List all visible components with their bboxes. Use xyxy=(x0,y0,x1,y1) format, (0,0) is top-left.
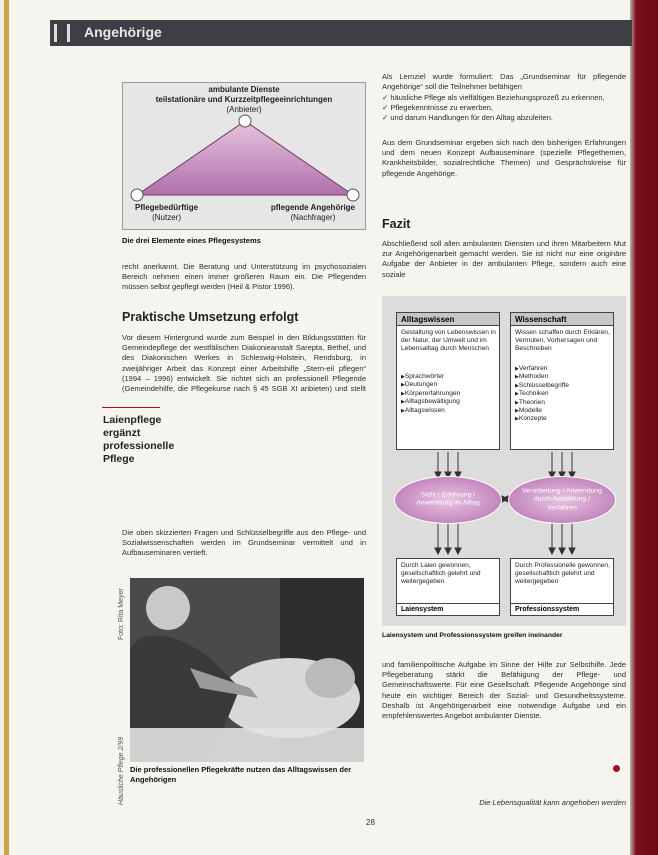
vertex-nutzer xyxy=(131,189,143,201)
box-laiensystem xyxy=(396,558,500,616)
left-para-2b-wrap xyxy=(214,395,366,467)
right-bullet-3: ✓ und darum Handlungen für den Alltag abzuleiten. xyxy=(382,113,553,123)
triangle-shape xyxy=(137,121,353,195)
figure1-caption: Die drei Elemente eines Pflegesystems xyxy=(122,236,261,245)
list-item: ▶ Sprachwörter xyxy=(401,373,460,381)
vertex-anbieter xyxy=(239,115,251,127)
header-title: Angehörige xyxy=(84,24,162,40)
page-number: 28 xyxy=(366,818,375,827)
header-bars-icon xyxy=(54,24,70,42)
vertex-nachfrager xyxy=(347,189,359,201)
figure-laien-professionssystem xyxy=(382,296,626,626)
figure-pflegesystem-triangle xyxy=(122,82,366,230)
box-professionssystem xyxy=(510,558,614,616)
cover-edge xyxy=(4,0,9,855)
oval-alltag: Sicht / Erfahrung / Anwendung im Alltag xyxy=(394,476,502,524)
list-item: ▶ Alltagswissen xyxy=(401,407,460,415)
right-para-4: und familienpolitische Aufgabe im Sinne der Hilfe zur Selbsthilfe. Jede Pflegeberatung stärkt die Befähigung der Pflege- und Gemeinschaftswerte. Für eine Gesellschaft. Pflegende Angehörige sind heute ein wichtiger Bereich der Sozial- und Gesundheitssysteme. Deshalb ist Angehörigenarbeit eine notwendige Aufgabe und ein empfehlenswertes Angebot ambulanter Dienste. xyxy=(382,660,626,721)
photo-credit: Foto: Rita Meyer xyxy=(118,588,125,640)
right-para-2: Aus dem Grundseminar ergeben sich nach den bisherigen Erfahrungen und dem neuen Konzept Aufbauseminare (spezielle Pflegethemen, Krankheitsbilder, sozialrechtliche Themen) und Gesprächskreise für pflegende Angehörige. xyxy=(382,138,626,178)
list-item: ▶ Methoden xyxy=(515,373,569,381)
margin-note-rule xyxy=(102,407,160,408)
left-para-1: recht anerkannt. Die Beratung und Unterstützung im psychosozialen Bereich nehmen einen immer größeren Raum ein. Die Pflegenden müssen selbst gepflegt werden (Heil & Pistor 1996). xyxy=(122,262,366,292)
left-para-2a: Vor diesem Hintergrund wurde zum Beispiel in den Bildungsstätten für Gemeindepflege der westfälischen Diakonieanstalt Sarepta, Bethel, und des Diakonischen Werkes in Schleswig-Holstein, Rendsburg, in zweijähriger Arbeit das Konzept einer Arbeitshilfe „Stern-eil pflegen“ (1994 – 1996) entwickelt. Sie richtet sich an professionell Pflegende (Gemeindehilfe, die Pflegekurse nach § 45 SGB XI anbieten) und stellt xyxy=(122,333,366,394)
photo-caregiver-with-patient xyxy=(130,578,364,762)
list-item: ▶ Techniken xyxy=(515,390,569,398)
header-bar xyxy=(50,20,632,46)
list-item: ▶ Alltagsbewältigung xyxy=(401,398,460,406)
right-photo-caption: Die Lebensqualität kann angehoben werden xyxy=(479,798,626,807)
oval-ausbildung: Verarbeitung / Anwendung durch Ausbildung / Verfahren xyxy=(508,476,616,524)
magazine-page xyxy=(10,0,630,855)
box-professionssystem-body: Durch Professionelle gewonnen, gesellschaftlich gelehrt und weitergegeben xyxy=(515,562,610,586)
fig1-left-label: Pflegebedürftige (Nutzer) xyxy=(135,203,199,222)
figure2-caption: Laiensystem und Professionssystem greifen ineinander xyxy=(382,632,563,639)
list-item: ▶ Konzepte xyxy=(515,415,569,423)
box-professionssystem-footer: Professionssystem xyxy=(511,603,613,615)
list-item: ▶ Verfahren xyxy=(515,365,569,373)
list-item: ▶ Schlüsselbegriffe xyxy=(515,382,569,390)
page-binding-right xyxy=(630,0,658,855)
box-wissenschaft-title: Wissenschaft xyxy=(511,313,613,326)
right-subhead: Fazit xyxy=(382,217,411,231)
fig1-top-label: ambulante Dienste teilstationäre und Kurzzeitpflegeeinrichtungen (Anbieter) xyxy=(155,85,333,114)
fig1-right-label: pflegende Angehörige (Nachfrager) xyxy=(270,203,355,222)
box-alltagswissen-body: Gestaltung von Lebenswissen in der Natur, der Umwelt und im Lebensalltag durch Menschen xyxy=(401,329,496,353)
photo-caption: Die professionellen Pflegekräfte nutzen das Alltagswissen der Angehörigen xyxy=(130,765,352,784)
journal-credit: Häusliche Pflege 2/99 xyxy=(118,736,125,805)
list-item: ▶ Deutungen xyxy=(401,381,460,389)
list-item: ▶ Körpererfahrungen xyxy=(401,390,460,398)
list-item: ▶ Modelle xyxy=(515,407,569,415)
box-laiensystem-body: Durch Laien gewonnen, gesellschaftlich gelehrt und weitergegeben xyxy=(401,562,481,586)
right-bullet-1: ✓ häusliche Pflege als vielfältigen Beziehungsprozeß zu erkennen, xyxy=(382,93,605,102)
photo-image xyxy=(130,578,364,762)
list-item: ▶ Theorien xyxy=(515,399,569,407)
box-laiensystem-footer: Laiensystem xyxy=(397,603,499,615)
end-of-article-dot xyxy=(613,765,620,772)
right-para-1: Als Lernziel wurde formuliert: Das „Grundseminar für pflegende Angehörige“ soll die Teilnehmer befähigen xyxy=(382,72,626,92)
right-bullets xyxy=(382,93,626,124)
right-bullet-2: ✓ Pflegekenntnisse zu erwerben, xyxy=(382,103,493,113)
box-wissenschaft-body: Wissen schaffen durch Erklären, Vermuten, Vorhersagen und Beschreiben xyxy=(515,329,610,353)
box-alltagswissen-title: Alltagswissen xyxy=(397,313,499,326)
left-subhead: Praktische Umsetzung erfolgt xyxy=(122,310,299,324)
margin-note: Laienpflege ergänzt professionelle Pflege xyxy=(103,414,175,465)
right-para-3: Abschließend soll allen ambulanten Diensten und ihren Mitarbeitern Mut zur Angehörigenarbeit gemacht werden. Sie ist nicht nur eine originäre Aufgabe der Anbieter in der ambulanten Pflege, sondern auch eine soziale xyxy=(382,239,626,279)
left-para-3: Die oben skizzierten Fragen und Schlüsselbegriffe aus den Pflege- und Sozialwissenschaften werden im Grundseminar vermittelt und in Aufbauseminaren vertieft. xyxy=(122,528,366,558)
